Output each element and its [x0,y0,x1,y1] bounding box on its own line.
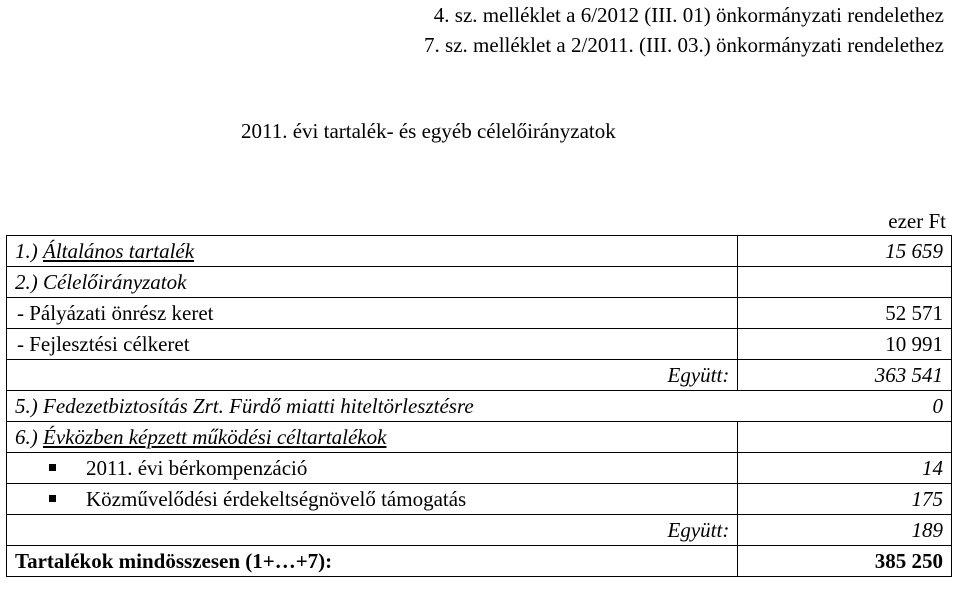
table-row-operating-reserves [7,422,952,453]
row-label: - Fejlesztési célkeret [7,329,738,360]
table-row-grand-total [7,546,952,577]
row-value [738,422,952,453]
row-label: 1.) Általános tartalék [7,236,738,267]
row-value: 189 [738,515,952,546]
table-row-subtotal-1 [7,360,952,391]
table-row-wage-compensation [7,453,952,484]
appendix-reference-2: 7. sz. melléklet a 2/2011. (III. 03.) önkormányzati rendelethez [424,33,944,57]
table-row-development-budget [7,329,952,360]
row-label [7,453,738,484]
row-label: - Pályázati önrész keret [7,298,738,329]
row-value: 10 991 [738,329,952,360]
table-row-general-reserve [7,236,952,267]
row-label: 5.) Fedezetbiztosítás Zrt. Fürdő miatti hiteltörlesztésre [7,391,738,422]
row-label-text: Általános tartalék [43,238,195,263]
row-label: Együtt: [7,360,738,391]
row-value: 385 250 [738,546,952,577]
table-row-subtotal-2 [7,515,952,546]
table-row-cultural-support [7,484,952,515]
appendix-reference-1: 4. sz. melléklet a 6/2012 (III. 01) önkormányzati rendelethez [433,3,944,27]
table-row-tender-own-contribution [7,298,952,329]
row-label [7,484,738,515]
row-value: 363 541 [738,360,952,391]
row-label: Együtt: [7,515,738,546]
row-label: Tartalékok mindösszesen (1+…+7): [7,546,738,577]
reserves-table [6,235,952,577]
row-value: 0 [738,391,952,422]
table-row-targeted-appropriations [7,267,952,298]
row-value: 52 571 [738,298,952,329]
row-label-text: 2011. évi bérkompenzáció [86,455,308,480]
unit-label: ezer Ft [888,209,946,233]
row-value: 15 659 [738,236,952,267]
row-value: 14 [738,453,952,484]
row-label: 6.) Évközben képzett működési céltartalékok [7,422,738,453]
document-title: 2011. évi tartalék- és egyéb célelőirányzatok [241,119,616,143]
bullet-icon [49,464,56,471]
row-value [738,267,952,298]
row-value: 175 [738,484,952,515]
row-label-text: Évközben képzett működési céltartalékok [43,424,387,449]
bullet-icon [49,495,56,502]
table-row-loan-repayment [7,391,952,422]
row-label: 2.) Célelőirányzatok [7,267,738,298]
row-label-text: Közművelődési érdekeltségnövelő támogatás [86,486,467,511]
